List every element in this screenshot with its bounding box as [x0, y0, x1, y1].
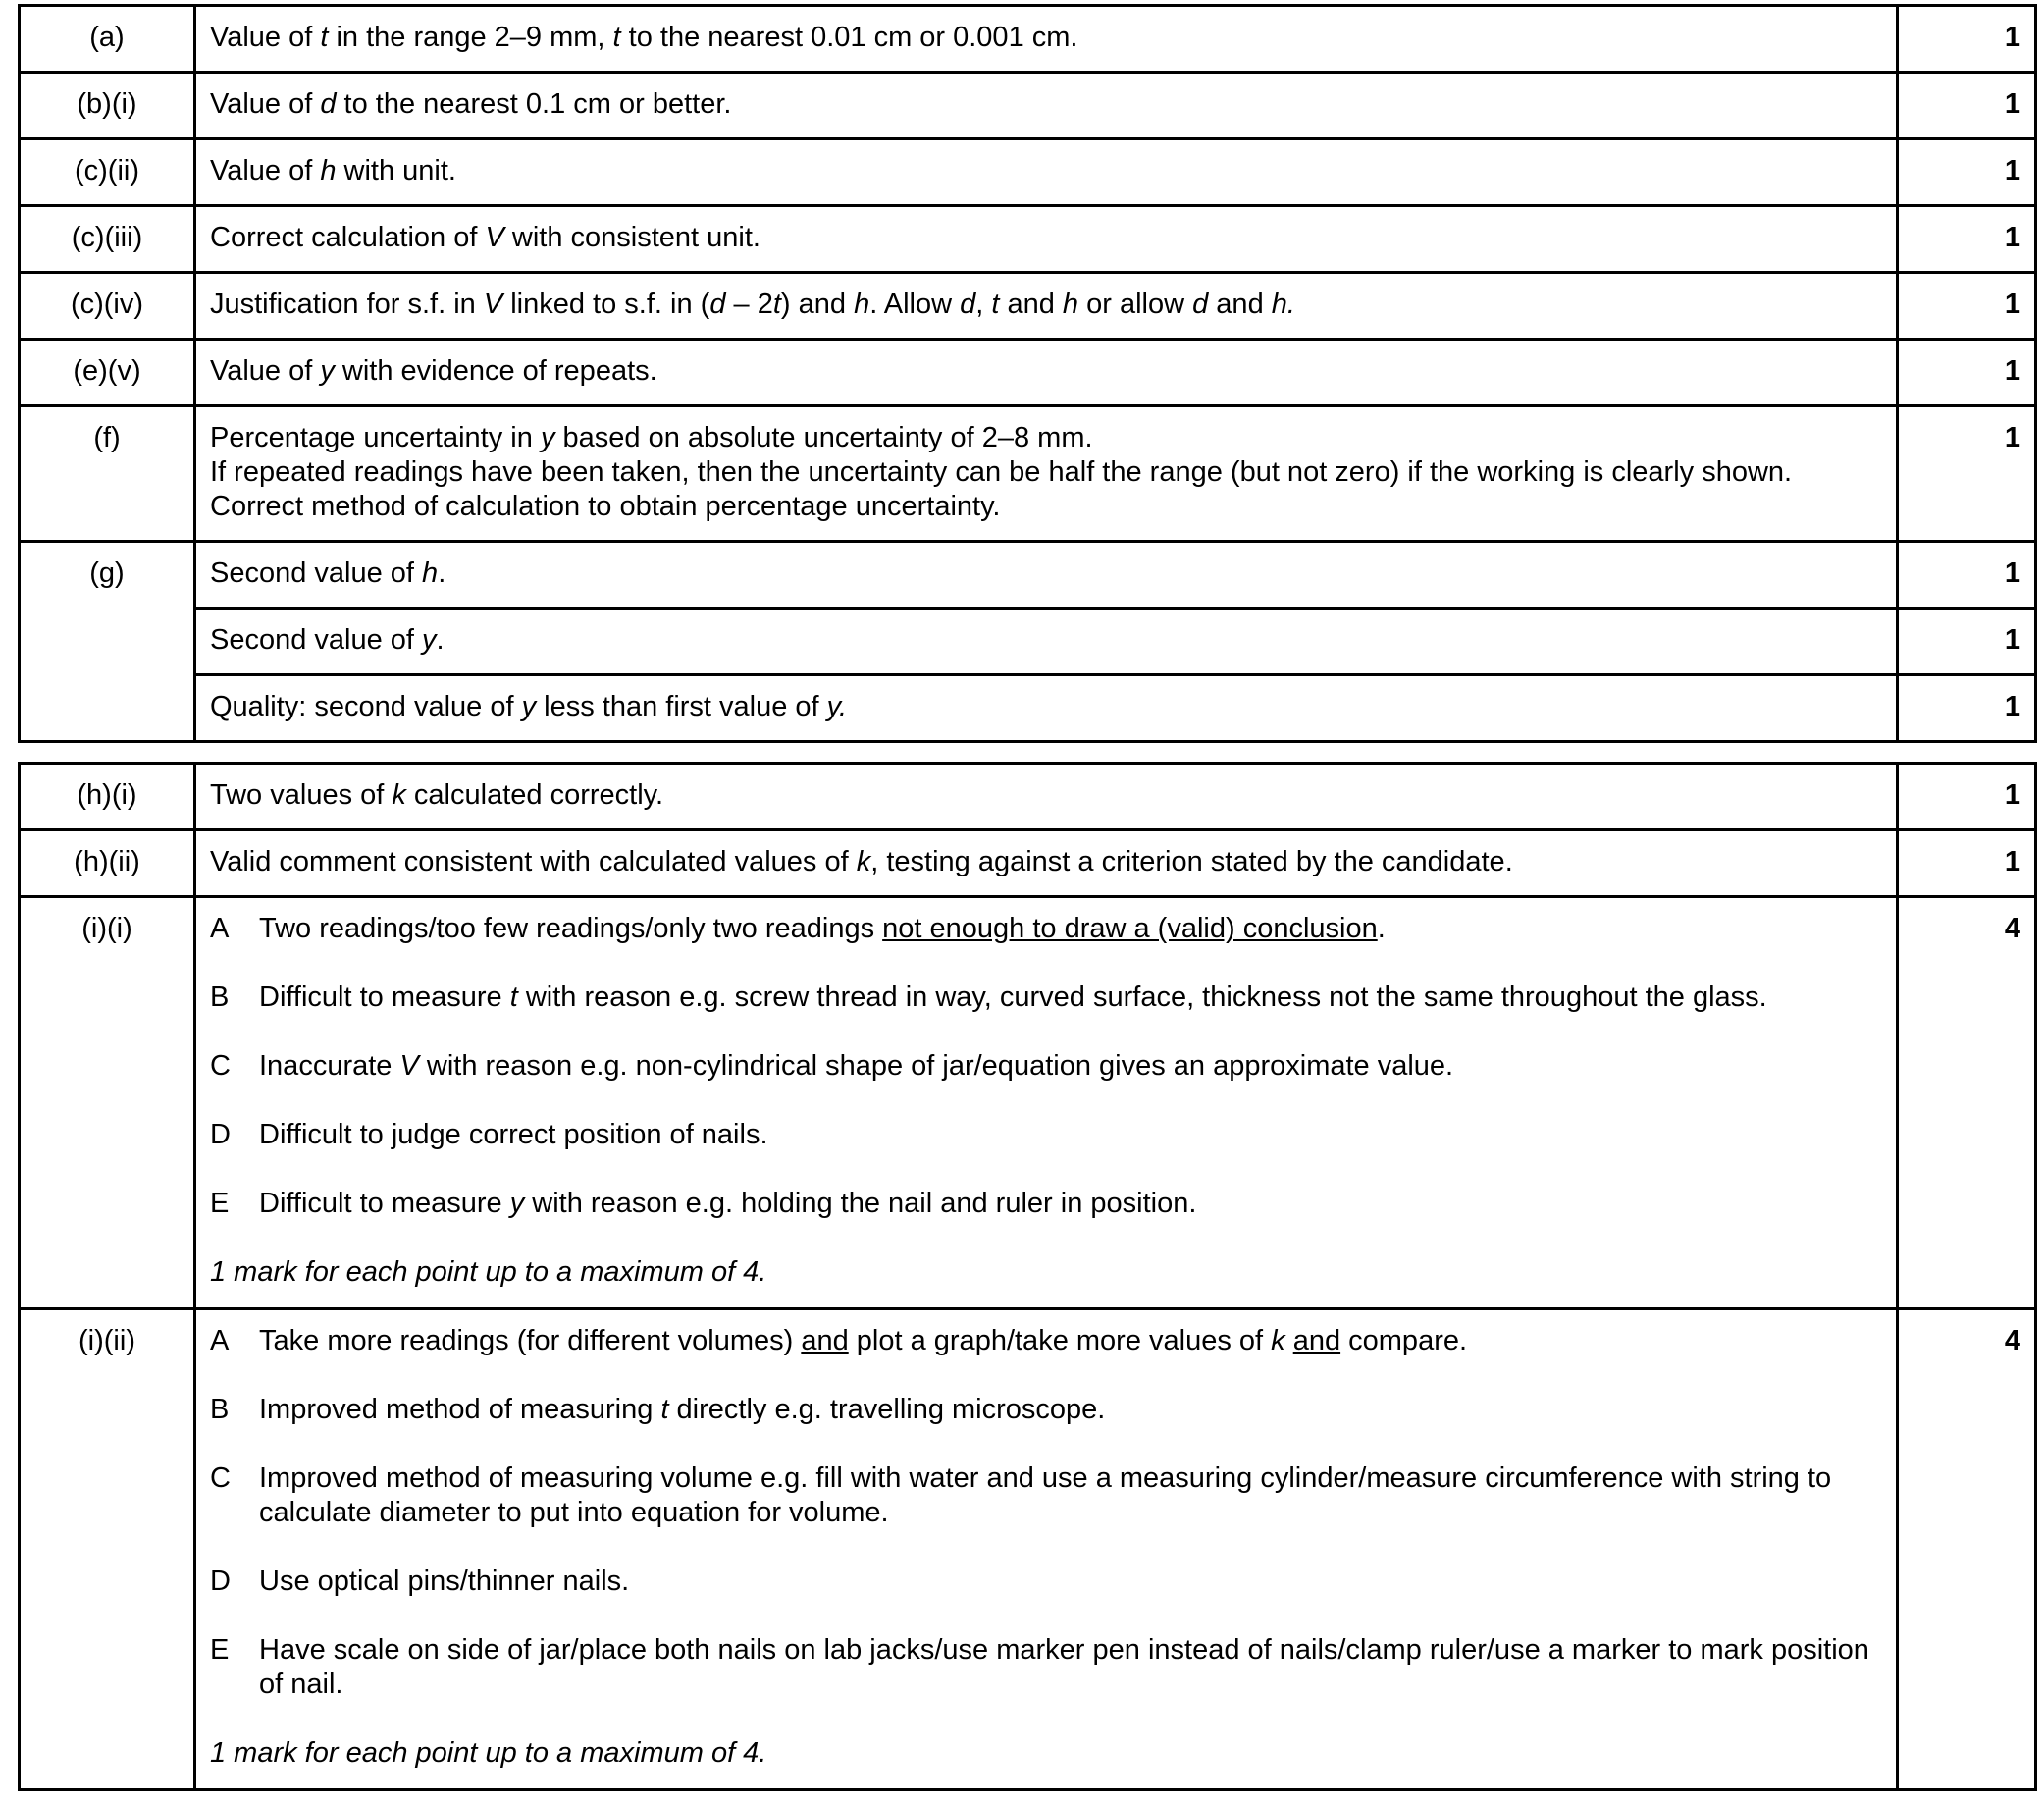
marking-point: D Use optical pins/thinner nails.: [210, 1566, 630, 1597]
marks: 1: [1898, 609, 2036, 675]
question-number: (c)(iv): [20, 273, 195, 340]
marking-point: A Two readings/too few readings/only two readings not enough to draw a (valid) conclusion.: [210, 913, 1386, 944]
table-row: [20, 675, 2036, 742]
answer: Second value of h.: [195, 542, 1898, 609]
table-row: [20, 273, 2036, 340]
question-number: (i)(ii): [20, 1309, 195, 1790]
marks: 1: [1898, 273, 2036, 340]
question-number: (h)(i): [20, 764, 195, 830]
marks: 1: [1898, 406, 2036, 542]
question-number: (h)(ii): [20, 830, 195, 897]
answer: Percentage uncertainty in y based on absolute uncertainty of 2–8 mm. If repeated readings have been taken, then the uncertainty can be half the range (but not zero) if the working is clearly shown. Correct method of calculation to obtain percentage uncertainty.: [195, 406, 1898, 542]
marks: 1: [1898, 139, 2036, 206]
answer: Quality: second value of y less than first value of y.: [195, 675, 1898, 742]
question-number: (i)(i): [20, 897, 195, 1309]
marking-point: C Inaccurate V with reason e.g. non-cylindrical shape of jar/equation gives an approximate value.: [210, 1050, 1454, 1082]
question-number: (b)(i): [20, 73, 195, 139]
table-row: [20, 897, 2036, 1309]
table-row: [20, 139, 2036, 206]
marking-point: B Improved method of measuring t directly e.g. travelling microscope.: [210, 1394, 1106, 1425]
marks: 1: [1898, 340, 2036, 406]
answer: Two values of k calculated correctly.: [195, 764, 1898, 830]
answer: Value of d to the nearest 0.1 cm or better.: [195, 73, 1898, 139]
question-number: (c)(ii): [20, 139, 195, 206]
question-number: (c)(iii): [20, 206, 195, 273]
mark-scheme-table-1: [18, 4, 2037, 743]
answer: Correct calculation of V with consistent unit.: [195, 206, 1898, 273]
marking-point: B Difficult to measure t with reason e.g. screw thread in way, curved surface, thickness not the same throughout the glass.: [210, 982, 1767, 1013]
marking-point: E Have scale on side of jar/place both nails on lab jacks/use marker pen instead of nails/clamp ruler/use a marker to mark position of nail.: [210, 1634, 1869, 1700]
table-row: [20, 1309, 2036, 1790]
table-row: [20, 830, 2036, 897]
marking-note: 1 mark for each point up to a maximum of 4.: [210, 1737, 767, 1769]
table-row: [20, 206, 2036, 273]
answer: Valid comment consistent with calculated values of k, testing against a criterion stated by the candidate.: [195, 830, 1898, 897]
marking-point: A Take more readings (for different volumes) and plot a graph/take more values of k and compare.: [210, 1325, 1468, 1356]
marks: 1: [1898, 6, 2036, 73]
marks: 1: [1898, 542, 2036, 609]
marks: 4: [1898, 1309, 2036, 1790]
answer: [195, 897, 1898, 1309]
table-row: [20, 764, 2036, 830]
answer: Value of h with unit.: [195, 139, 1898, 206]
marks: 4: [1898, 897, 2036, 1309]
mark-scheme-table-2: [18, 762, 2037, 1791]
table-row: [20, 6, 2036, 73]
table-row: [20, 542, 2036, 609]
marking-note: 1 mark for each point up to a maximum of 4.: [210, 1256, 767, 1288]
marks: 1: [1898, 675, 2036, 742]
marks: 1: [1898, 73, 2036, 139]
answer: Second value of y.: [195, 609, 1898, 675]
answer: [195, 1309, 1898, 1790]
question-number: (f): [20, 406, 195, 542]
question-number: (e)(v): [20, 340, 195, 406]
marks: 1: [1898, 206, 2036, 273]
marks: 1: [1898, 830, 2036, 897]
table-row: [20, 73, 2036, 139]
marking-point: C Improved method of measuring volume e.g. fill with water and use a measuring cylinder/measure circumference with string to calculate diameter to put into equation for volume.: [210, 1462, 1832, 1528]
question-number: (a): [20, 6, 195, 73]
marks: 1: [1898, 764, 2036, 830]
marking-point: E Difficult to measure y with reason e.g. holding the nail and ruler in position.: [210, 1188, 1197, 1219]
table-row: [20, 609, 2036, 675]
table-row: [20, 340, 2036, 406]
table-row: [20, 406, 2036, 542]
answer: Value of t in the range 2–9 mm, t to the nearest 0.01 cm or 0.001 cm.: [195, 6, 1898, 73]
question-number: (g): [20, 542, 195, 742]
answer: Value of y with evidence of repeats.: [195, 340, 1898, 406]
answer: Justification for s.f. in V linked to s.f. in (d – 2t) and h. Allow d, t and h or allow d and h.: [195, 273, 1898, 340]
marking-point: D Difficult to judge correct position of nails.: [210, 1119, 768, 1150]
